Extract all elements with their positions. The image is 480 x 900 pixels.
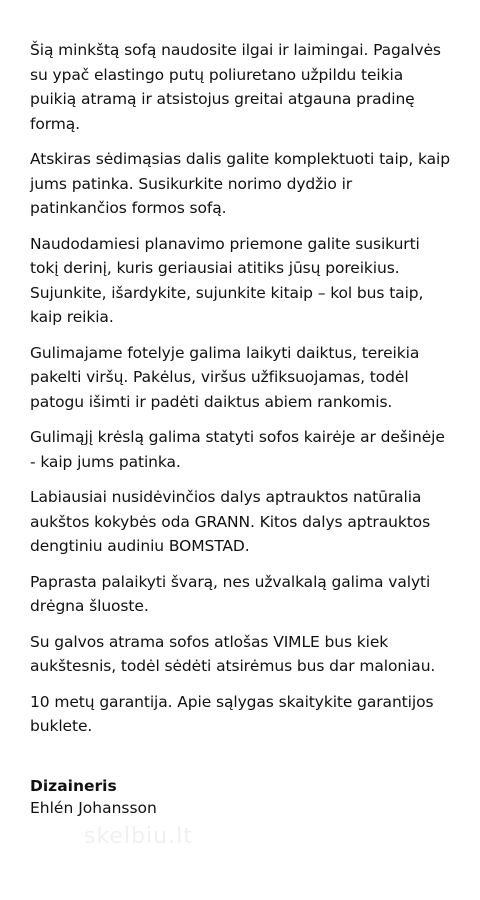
product-description <box>30 38 452 739</box>
description-paragraph-8: Su galvos atrama sofos atlošas VIMLE bus kiek aukštesnis, todėl sėdėti atsirėmus bus dar maloniau. <box>30 632 436 675</box>
description-paragraph-2: Atskiras sėdimąsias dalis galite komplektuoti taip, kaip jums patinka. Susikurkite norimo dydžio ir patinkančios formos sofą. <box>30 150 450 217</box>
designer-heading: Dizaineris <box>30 776 117 795</box>
site-watermark: skelbiu.lt <box>84 824 193 849</box>
description-paragraph-5: Gulimąjį krėslą galima statyti sofos kairėje ar dešinėje - kaip jums patinka. <box>30 428 445 471</box>
description-paragraph-3: Naudodamiesi planavimo priemone galite susikurti tokį derinį, kuris geriausiai atitiks jūsų poreikius. Sujunkite, išardykite, sujunkite kitaip – kol bus taip, kaip reikia. <box>30 234 424 326</box>
designer-section <box>30 775 452 819</box>
description-paragraph-6: Labiausiai nusidėvinčios dalys aptrauktos natūralia aukštos kokybės oda GRANN. Kitos dalys aptrauktos dengtiniu audiniu BOMSTAD. <box>30 488 431 555</box>
description-paragraph-4: Gulimajame fotelyje galima laikyti daiktus, tereikia pakelti viršų. Pakėlus, viršus užfiksuojamas, todėl patogu išimti ir padėti daiktus abiem rankomis. <box>30 343 420 411</box>
description-paragraph-7: Paprasta palaikyti švarą, nes užvalkalą galima valyti drėgna šluoste. <box>30 572 431 615</box>
designer-name: Ehlén Johansson <box>30 798 157 817</box>
description-paragraph-9: 10 metų garantija. Apie sąlygas skaitykite garantijos buklete. <box>30 692 434 735</box>
description-paragraph-1: Šią minkštą sofą naudosite ilgai ir laimingai. Pagalvės su ypač elastingo putų poliuretano užpildu teikia puikią atramą ir atsistojus greitai atgauna pradinę formą. <box>30 41 441 133</box>
